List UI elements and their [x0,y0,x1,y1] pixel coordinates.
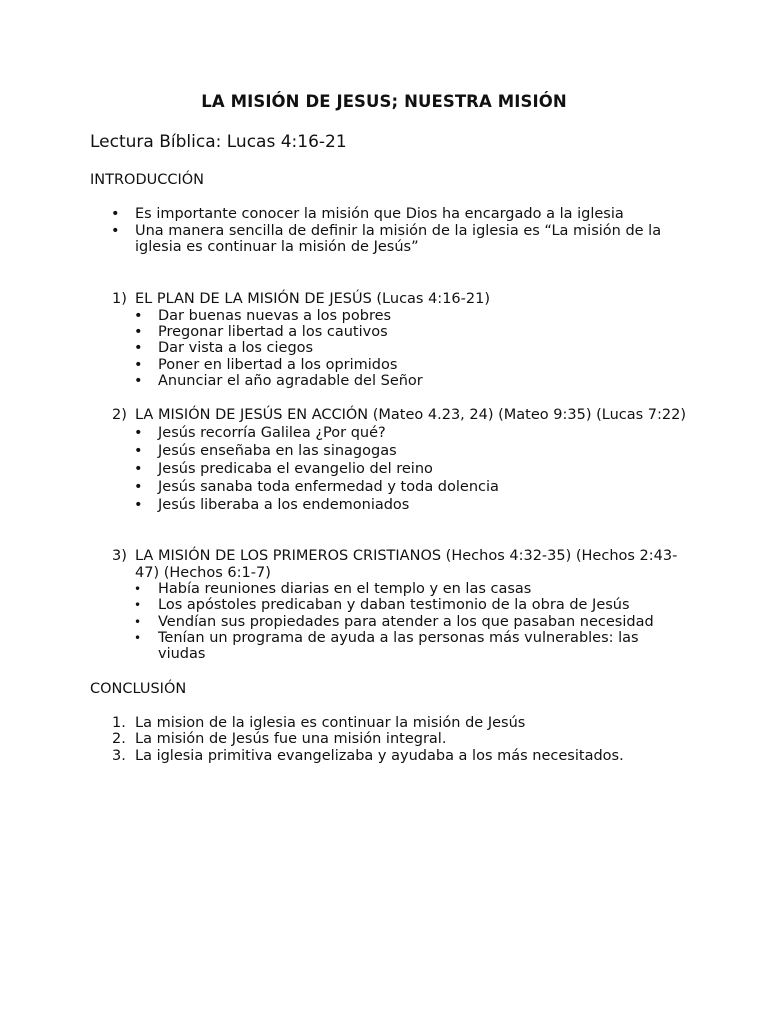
section-heading [90,548,690,581]
bullet-icon: • [134,424,143,441]
list-number: 1. [112,715,126,731]
bullet-icon: • [111,206,120,222]
bullet-icon: • [134,373,143,390]
list-item [90,357,690,373]
bullet-icon: • [111,222,120,239]
conclusion-heading: CONCLUSIÓN [90,681,187,697]
list-item-text: Había reuniones diarias en el templo y en las casas [158,581,532,597]
list-item [90,496,690,514]
bullet-icon: • [134,598,142,613]
list-item-text: Jesús predicaba el evangelio del reino [158,460,433,477]
list-item-text: Jesús recorría Galilea ¿Por qué? [158,424,386,441]
list-item [90,630,690,663]
list-item [90,597,690,613]
list-item-text: Vendían sus propiedades para atender a los que pasaban necesidad [158,613,654,630]
list-item-text: Los apóstoles predicaban y daban testimonio de la obra de Jesús [158,597,630,614]
list-item [90,324,690,340]
list-item [90,731,690,747]
list-item-text: Jesús liberaba a los endemoniados [158,497,410,514]
section-number: 3) [112,548,127,564]
list-number: 3. [112,747,126,764]
conclusion-list [90,715,690,764]
list-item-text: Poner en libertad a los oprimidos [158,356,398,373]
section-3 [90,548,690,662]
list-item-text: Anunciar el año agradable del Señor [158,373,423,390]
bullet-icon: • [134,307,143,324]
list-item-text: La iglesia primitiva evangelizaba y ayudaba a los más necesitados. [135,747,624,764]
bullet-icon: • [134,479,143,496]
list-item [90,424,690,442]
section-heading [90,407,690,424]
intro-bullet-text: Una manera sencilla de definir la misión de la iglesia es “La misión de la iglesia es continuar la misión de Jesús” [135,222,662,255]
section-2 [90,407,690,515]
section-item-list [90,424,690,515]
list-item-text: Dar vista a los ciegos [158,340,314,357]
list-item-text: Jesús enseñaba en las sinagogas [158,442,397,459]
section-title: LA MISIÓN DE LOS PRIMEROS CRISTIANOS (Hechos 4:32-35) (Hechos 2:43-47) (Hechos 6:1-7) [135,548,678,581]
list-item [90,340,690,356]
section-number: 2) [112,407,127,423]
bullet-icon: • [134,323,143,340]
intro-heading: INTRODUCCIÓN [90,172,205,188]
bullet-icon: • [134,497,143,514]
list-item-text: La misión de Jesús fue una misión integral. [135,731,447,748]
list-item [90,373,690,389]
section-item-list [90,308,690,390]
bullet-icon: • [134,340,143,357]
bullet-icon: • [134,442,143,459]
document-title: LA MISIÓN DE JESUS; NUESTRA MISIÓN [201,92,567,111]
bullet-icon: • [134,356,143,373]
list-item-text: Pregonar libertad a los cautivos [158,323,388,340]
list-item [90,223,690,256]
list-item-text: Jesús sanaba toda enfermedad y toda dolencia [158,479,499,496]
list-item [90,460,690,478]
bullet-icon: • [134,630,142,645]
list-item [90,614,690,630]
bullet-icon: • [134,582,142,596]
bible-reading: Lectura Bíblica: Lucas 4:16-21 [90,132,347,152]
section-title: LA MISIÓN DE JESÚS EN ACCIÓN (Mateo 4.23, 24) (Mateo 9:35) (Lucas 7:22) [135,407,686,423]
list-item-text: La mision de la iglesia es continuar la misión de Jesús [135,715,526,731]
list-item [90,308,690,324]
list-item [90,715,690,731]
intro-bullet-text: Es importante conocer la misión que Dios ha encargado a la iglesia [135,206,624,222]
bullet-icon: • [134,460,143,477]
list-item-text: Tenían un programa de ayuda a las personas más vulnerables: las viudas [158,629,639,663]
list-item [90,478,690,496]
list-item-text: Dar buenas nuevas a los pobres [158,307,392,324]
bullet-icon: • [134,614,142,629]
section-item-list [90,581,690,662]
list-number: 2. [112,731,126,748]
list-item [90,748,690,764]
list-item [90,442,690,460]
list-item [90,206,690,223]
intro-bullet-list [90,206,690,256]
list-item [90,581,690,597]
section-heading [90,291,690,308]
section-number: 1) [112,291,127,307]
section-title: EL PLAN DE LA MISIÓN DE JESÚS (Lucas 4:16-21) [135,291,490,307]
section-1 [90,291,690,390]
